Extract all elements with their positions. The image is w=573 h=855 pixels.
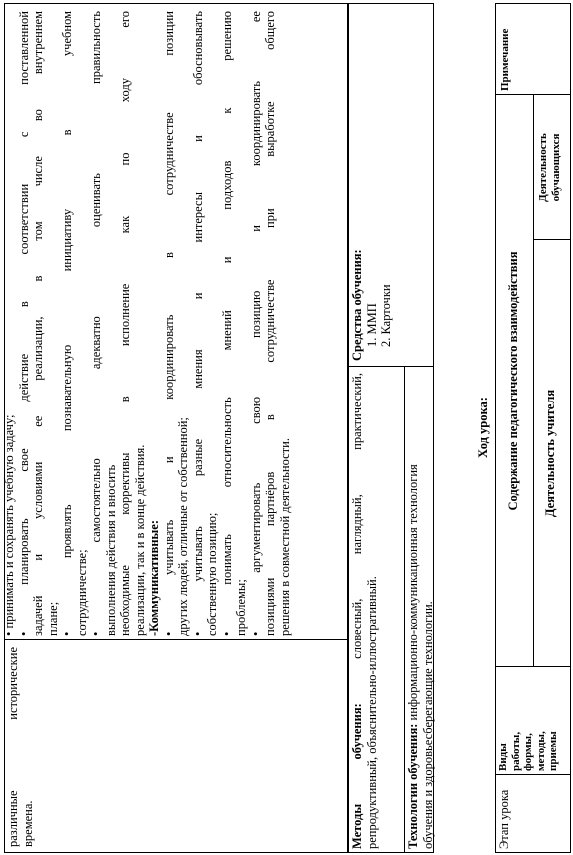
technologies-line-2: обучения и здоровьесберегающие технологии. [420, 601, 435, 849]
teacher-activity-header: Деятельность учителя [543, 389, 557, 518]
types-header-line: работы, [509, 731, 522, 771]
methods-text [350, 373, 379, 849]
uud-line: позициями партнёров в сотрудничестве при выработке общего [263, 11, 277, 636]
methods-label: Методы обучения: [350, 703, 364, 849]
uud-line: решения в совместной деятельности. [277, 438, 292, 636]
column-divider [4, 639, 348, 640]
uud-heading-communicative: -Коммуникативные: [147, 519, 161, 636]
stage-header: Этап урока [497, 789, 511, 849]
lesson-course-title: Ход урока: [476, 397, 490, 458]
uud-line: проблемы; [234, 579, 248, 636]
means-item-1: 1. ММП [364, 303, 379, 347]
stage-col-divider [495, 774, 571, 775]
uud-line: • понимать относительность мнений и подходов к решению [220, 11, 235, 636]
means-text [350, 11, 394, 361]
interaction-divider [533, 95, 534, 667]
uud-list [2, 11, 292, 636]
technologies-line-1 [406, 373, 421, 849]
uud-line: необходимые коррективы в исполнение как по ходу его [118, 11, 132, 636]
uud-line: выполнения действия и вносить [103, 464, 118, 636]
uud-line: • принимать и сохранять учебную задачу; [2, 11, 17, 636]
means-label: Средства обучения: [350, 249, 364, 361]
interaction-header: Содержание педагогического взаимодействия [506, 251, 520, 511]
methods-line-2: репродуктивный, объяснительно-иллюстративный. [364, 576, 379, 849]
note-header: Примечание [499, 28, 511, 91]
uud-line: • учитывать разные мнения и интересы и обосновывать [191, 11, 206, 636]
types-header [497, 671, 560, 771]
left-cell-line-1: различные исторические [6, 647, 20, 847]
types-header-line: методы, [534, 731, 547, 771]
types-header-line: приемы [547, 731, 559, 771]
uud-line: • аргументировать свою позицию и координировать ее [249, 11, 264, 636]
uud-line: сотрудничестве; [74, 549, 89, 636]
left-cell-text [6, 647, 35, 847]
student-activity-header [537, 95, 562, 240]
technologies-line-1-text: информационно-коммуникационная технология [406, 464, 420, 721]
means-item-2: 2. Карточки [379, 284, 393, 347]
uud-line: • проявлять познавательную инициативу в учебном [60, 11, 75, 636]
uud-line: задачей и условиями ее реализации, в том числе во внутреннем [31, 11, 45, 636]
methods-line-1-text: словесный, наглядный, практический, [350, 373, 364, 659]
tech-divider [404, 367, 405, 853]
methods-line-1 [350, 373, 365, 849]
uud-line: • самостоятельно адекватно оценивать правильность [89, 11, 104, 636]
uud-line: • планировать свое действие в соответствии с поставленной [17, 11, 32, 636]
technologies-label: Технологии обучения: [406, 723, 420, 849]
left-cell-line-2: времена. [20, 800, 35, 847]
technologies-text [406, 373, 435, 849]
uud-line: реализации, так и в конце действия. [132, 444, 147, 636]
uud-line: • учитывать и координировать в сотрудничестве позиции [162, 11, 177, 636]
uud-line: плане; [45, 601, 60, 636]
types-header-line: формы, [522, 733, 534, 771]
means-divider [348, 366, 434, 367]
uud-line: других людей, отличные от собственной; [176, 417, 190, 636]
uud-line: собственную позицию; [205, 512, 219, 636]
types-header-line: Виды [497, 743, 509, 771]
student-header-line: Деятельность [537, 133, 549, 202]
student-header-line: обучающихся [549, 133, 562, 202]
